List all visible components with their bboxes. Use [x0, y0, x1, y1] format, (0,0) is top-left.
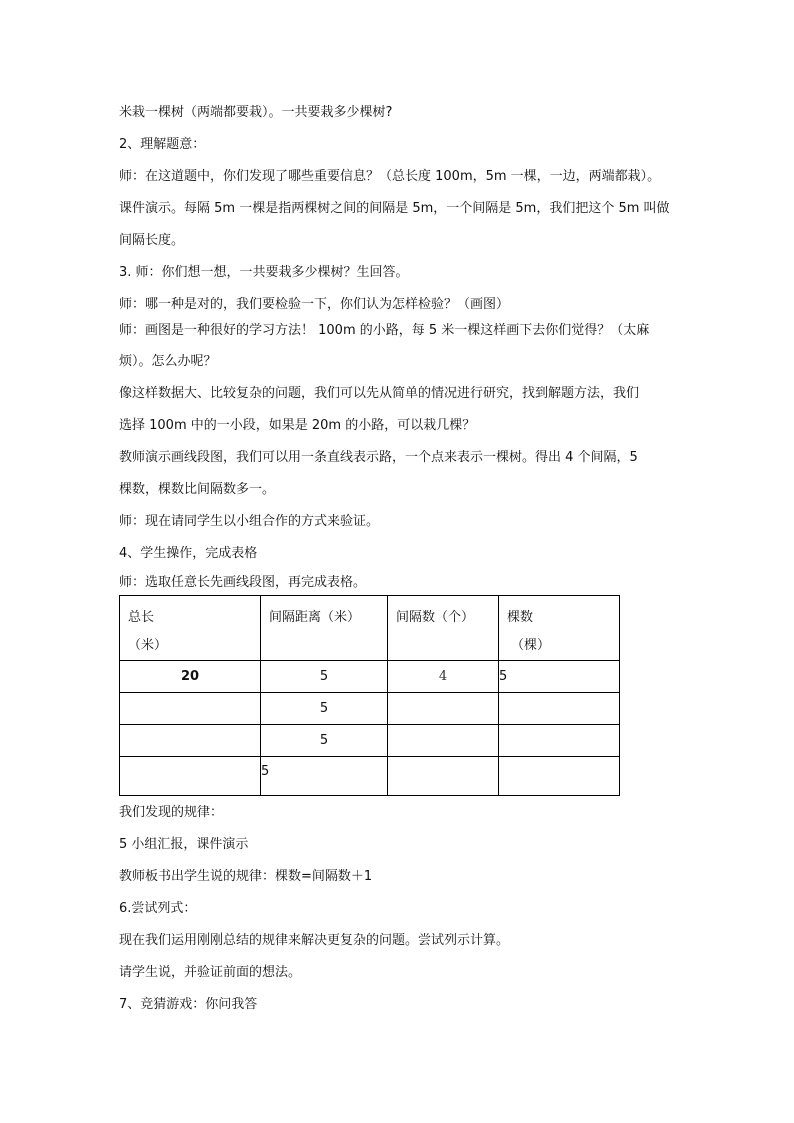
table-row: [120, 661, 620, 693]
paragraph: 师：在这道题中，你们发现了哪些重要信息？（总长度 100m，5m 一棵，一边，两端都栽）。: [119, 169, 661, 184]
paragraph: 课件演示。每隔 5m 一棵是指两棵树之间的间隔是 5m，一个间隔是 5m，我们把这个 5m 叫做: [119, 201, 670, 216]
table-cell: 5: [499, 661, 620, 693]
header-cell: 棵数 （棵）: [499, 596, 620, 661]
section-heading: 4、学生操作，完成表格: [119, 546, 258, 561]
paragraph: 教师板书出学生说的规律：棵数=间隔数＋1: [119, 869, 373, 884]
table-row: [120, 725, 620, 757]
section-heading: 2、理解题意：: [119, 137, 206, 152]
table-row: [120, 757, 620, 796]
table-cell: 5: [261, 757, 388, 796]
table-cell: [120, 725, 261, 757]
paragraph: 现在我们运用刚刚总结的规律来解决更复杂的问题。尝试列示计算。: [119, 933, 510, 948]
paragraph: 间隔长度。: [119, 233, 185, 248]
header-cell: 间隔数（个）: [388, 596, 499, 661]
table-cell: [388, 725, 499, 757]
section-heading: 7、竞猜游戏：你问我答: [119, 997, 258, 1012]
table-cell: 5: [261, 693, 388, 725]
paragraph: 3. 师：你们想一想，一共要栽多少棵树？生回答。: [119, 265, 409, 280]
paragraph: 我们发现的规律：: [119, 805, 224, 820]
table-cell: [499, 693, 620, 725]
paragraph: 棵数，棵数比间隔数多一。: [119, 482, 276, 497]
paragraph: 米栽一棵树（两端都要栽）。一共要栽多少棵树?: [119, 105, 393, 120]
data-table: [119, 595, 620, 796]
paragraph: 师：画图是一种很好的学习方法！ 100m 的小路，每 5 米一棵这样画下去你们觉得？（太麻: [119, 323, 650, 338]
paragraph: 烦）。怎么办呢？: [119, 354, 217, 369]
table-cell: 5: [261, 725, 388, 757]
paragraph: 5 小组汇报，课件演示: [119, 837, 249, 852]
table-cell: [388, 757, 499, 796]
header-cell: 总长 （米）: [120, 596, 261, 661]
paragraph: 师：现在请同学生以小组合作的方式来验证。: [119, 514, 380, 529]
header-cell: 间隔距离（米）: [261, 596, 388, 661]
paragraph: 师：哪一种是对的，我们要检验一下，你们认为怎样检验？（画图）: [119, 297, 510, 312]
table-cell: [120, 757, 261, 796]
table-cell: 4: [388, 661, 499, 693]
table-cell: 5: [261, 661, 388, 693]
paragraph: 请学生说，并验证前面的想法。: [119, 965, 302, 980]
table-cell: [120, 693, 261, 725]
table-row: [120, 693, 620, 725]
section-heading: 6.尝试列式：: [119, 901, 197, 916]
paragraph: 师：选取任意长先画线段图，再完成表格。: [119, 575, 367, 590]
table-cell: [388, 693, 499, 725]
paragraph: 教师演示画线段图，我们可以用一条直线表示路，一个点来表示一棵树。得出 4 个间隔，5: [119, 450, 638, 465]
table-cell: 20: [120, 661, 261, 693]
table-cell: [499, 757, 620, 796]
paragraph: 选择 100m 中的一小段，如果是 20m 的小路，可以栽几棵？: [119, 418, 476, 433]
table-header-row: [120, 596, 620, 661]
table-cell: [499, 725, 620, 757]
paragraph: 像这样数据大、比较复杂的问题，我们可以先从简单的情况进行研究，找到解题方法，我们: [119, 386, 640, 401]
